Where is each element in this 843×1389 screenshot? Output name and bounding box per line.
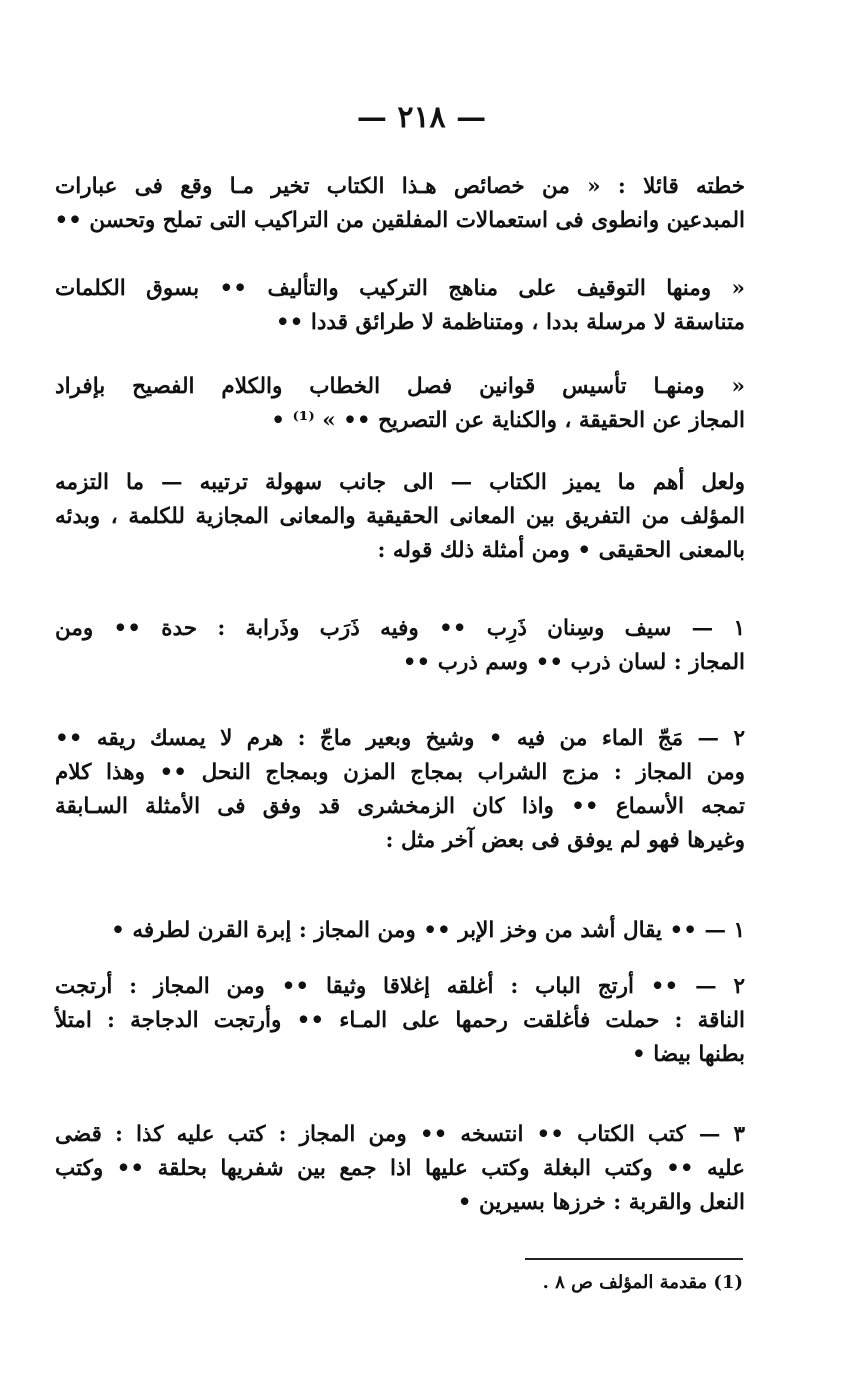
text-line: ولعل أهم ما يميز الكتاب — الى جانب سهولة ترتيبه — ما التزمه [55,470,745,495]
text-line: ١ — •• يقال أشد من وخز الإبر •• ومن المجاز : إبرة القرن لطرفه • [111,918,745,943]
example-majj [55,722,745,858]
paragraph-book-features [55,466,745,568]
text-line: بالمعنى الحقيقى • ومن أمثلة ذلك قوله : [377,538,745,563]
text-line: ومن المجاز : مزج الشراب بمجاج المزن وبمجاج النحل •• وهذا كلام [55,760,745,785]
text-line: « ومنها التوقيف على مناهج التركيب والتأليف •• بسوق الكلمات [55,276,745,301]
text-line: النعل والقربة : خرزها بسيرين • [457,1190,745,1215]
example-dharab [55,612,745,680]
example-kataba [55,1118,745,1220]
text-line: ٢ — •• أرتج الباب : أغلقه إغلاقا وثيقا •• ومن المجاز : أرتجت [55,974,745,999]
text-line: متناسقة لا مرسلة بددا ، ومتناظمة لا طرائق قددا •• [275,310,745,335]
text-line: المؤلف من التفريق بين المعانى الحقيقية والمعانى المجازية للكلمة ، وبدئه [55,504,745,529]
text-line: تمجه الأسماع •• واذا كان الزمخشرى قد وفق فى الأمثلة السـابقة [55,794,745,819]
example-artaja [55,970,745,1072]
text-line: المجاز : لسان ذرب •• وسم ذرب •• [402,650,745,675]
text-line: عليه •• وكتب البغلة وكتب عليها اذا جمع بين شفريها بحلقة •• وكتب [55,1156,745,1181]
paragraph-intro-quote [55,170,745,238]
text-line: ٢ — مَجّ الماء من فيه • وشيخ وبعير ماجّ : هرم لا يمسك ريقه •• [55,726,745,751]
footnote: (1) مقدمة المؤلف ص ٨ . [542,1272,743,1293]
example-ibra [55,914,745,948]
text-line: المبدعين وانطوى فى استعمالات المفلقين من التراكيب التى تملح وتحسن •• [54,208,745,233]
paragraph-quote-tawqif [55,272,745,340]
text-line: الناقة : حملت فأغلقت رحمها على المـاء •• وأرتجت الدجاجة : امتلأ [55,1008,745,1033]
text-line: « ومنهـا تأسيس قوانين فصل الخطاب والكلام الفصيح بإفراد [55,374,745,399]
paragraph-quote-tasis [55,370,745,438]
text-line: بطنها بيضا • [632,1042,745,1067]
footnote-divider [525,1258,743,1260]
text-line: خطته قائلا : « من خصائص هـذا الكتاب تخير مـا وقع فى عبارات [55,174,745,199]
text-line: ٣ — كتب الكتاب •• انتسخه •• ومن المجاز : كتب عليه كذا : قضى [55,1122,745,1147]
text-line: المجاز عن الحقيقة ، والكناية عن التصريح •• » ⁽¹⁾ • [271,408,745,433]
text-line: ١ — سيف وسِنان ذَرِب •• وفيه ذَرَب وذَرابة : حدة •• ومن [55,616,745,641]
text-line: وغيرها فهو لم يوفق فى بعض آخر مثل : [385,828,745,853]
page-number: — ٢١٨ — [356,100,487,135]
